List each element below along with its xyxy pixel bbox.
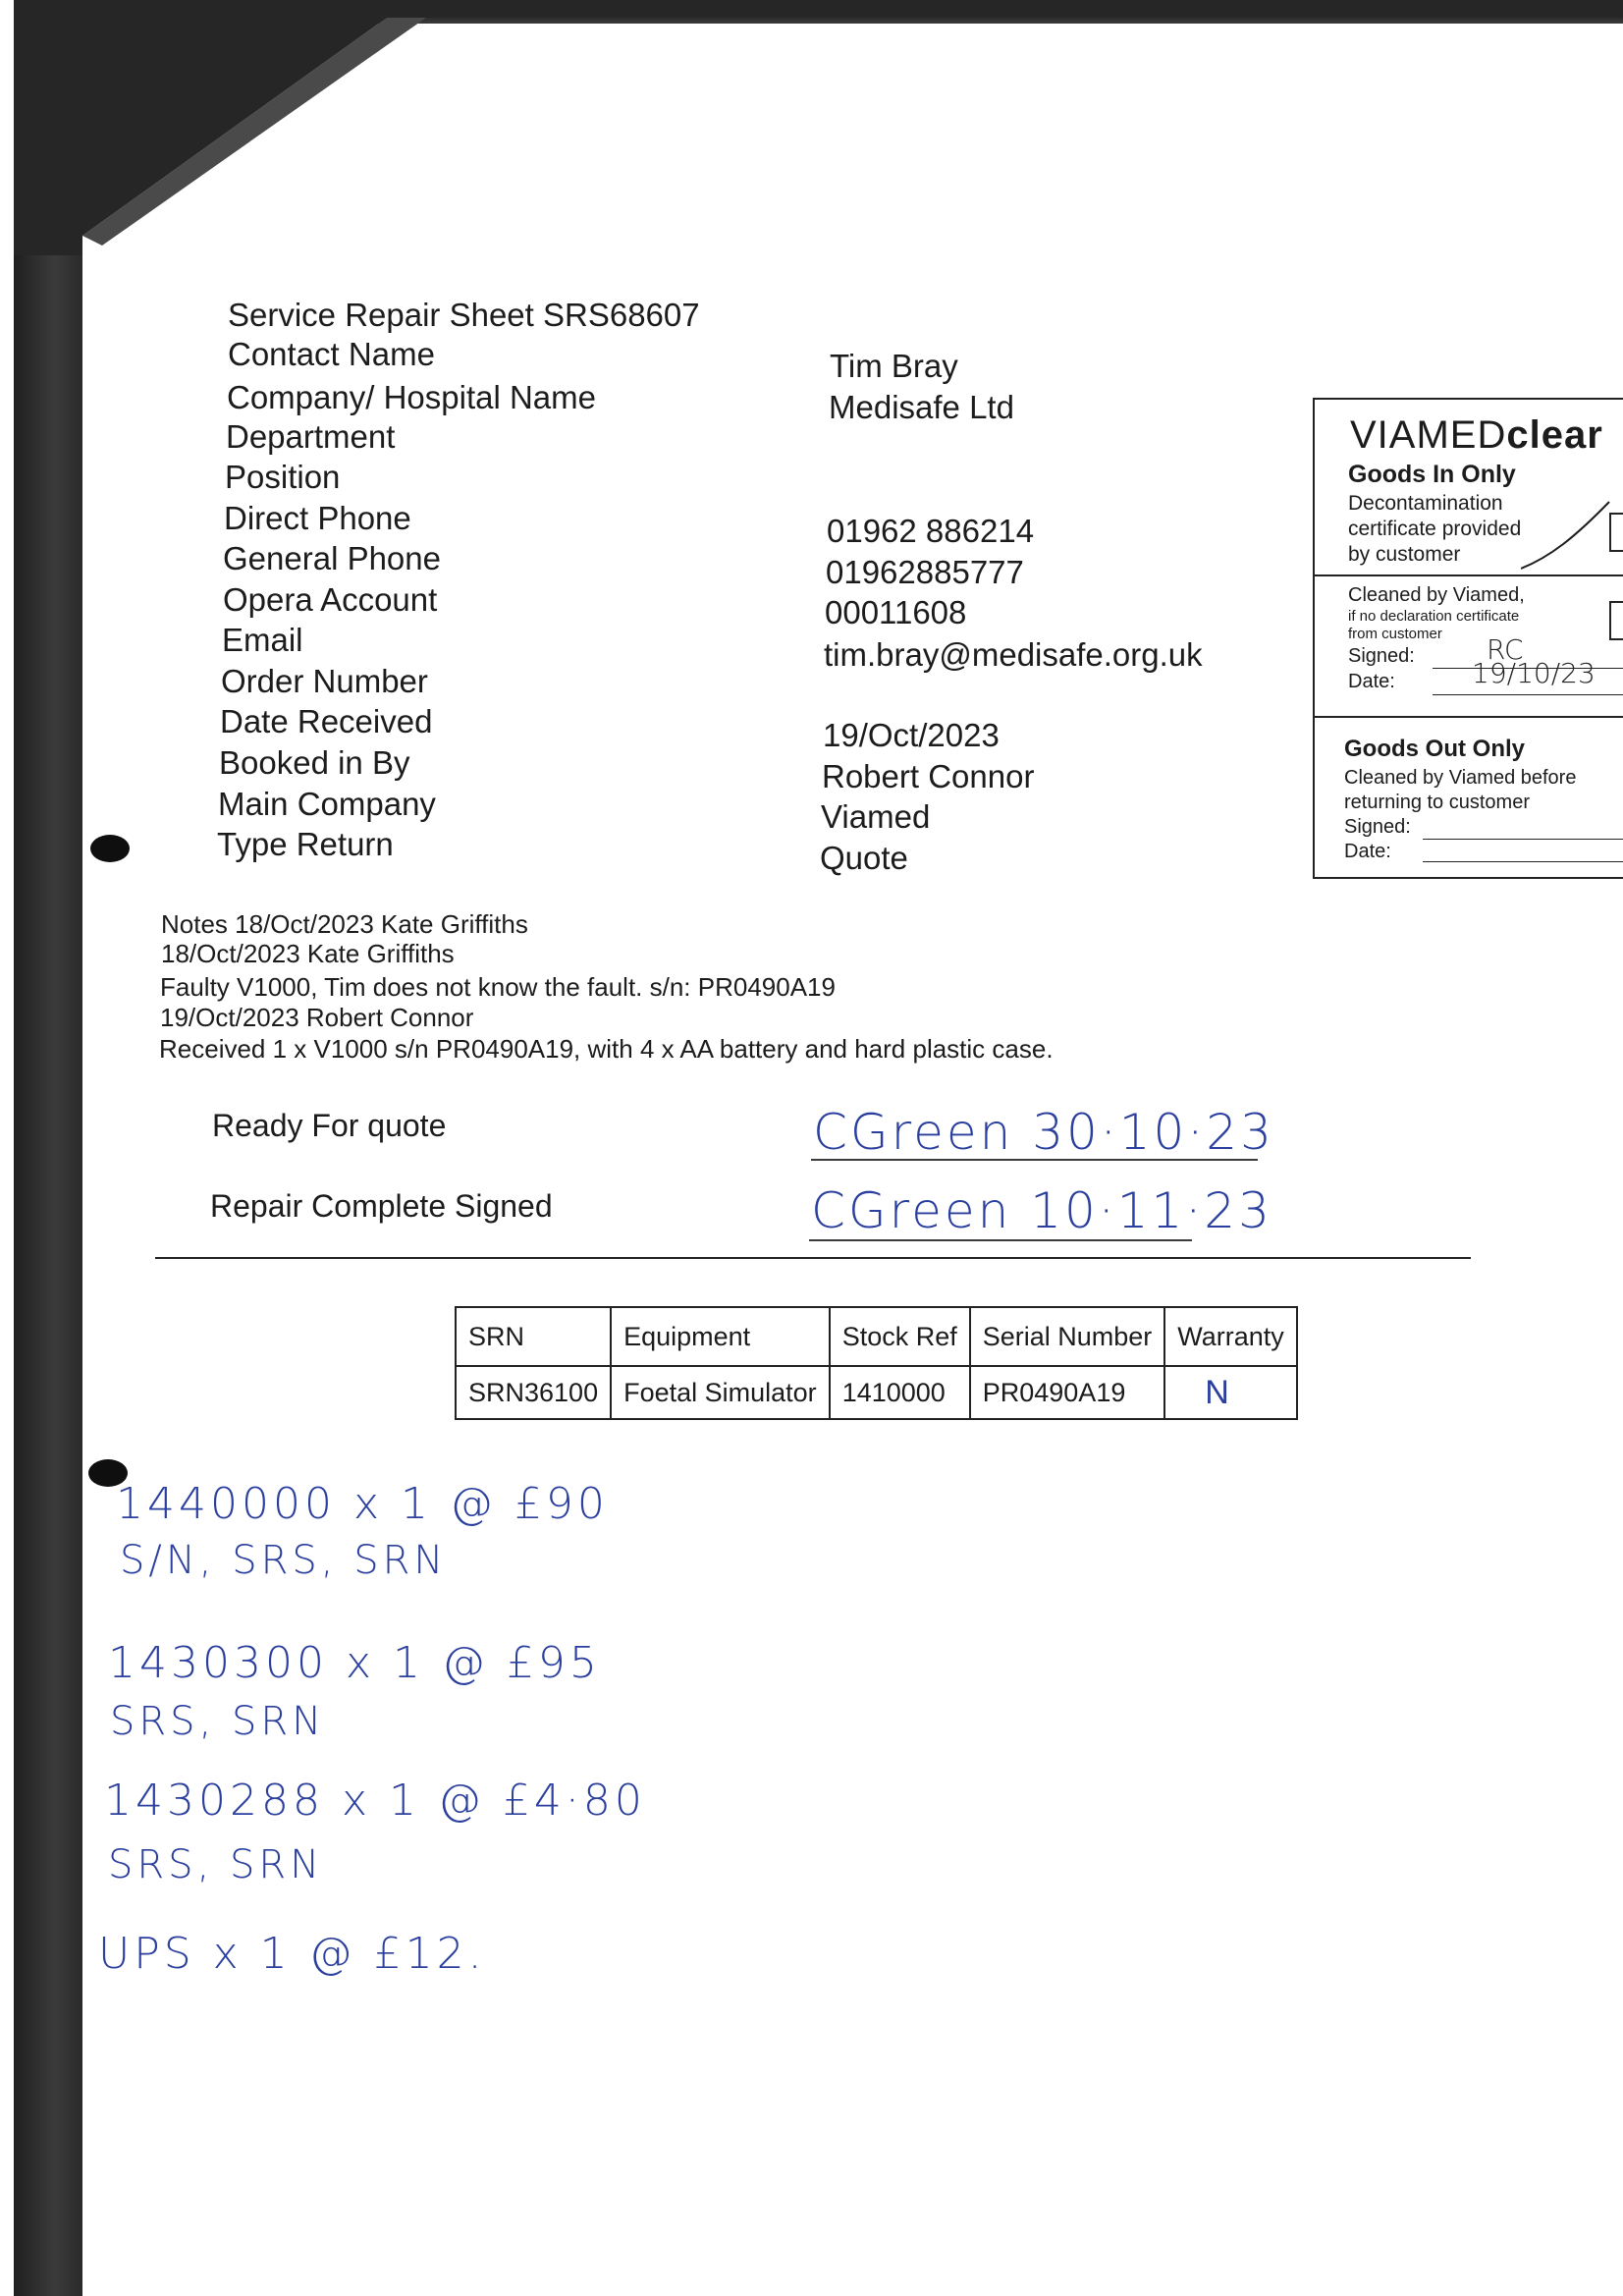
handwritten-line-4: SRS, SRN	[110, 1699, 326, 1744]
stamp-date-value: 19/10/23	[1472, 657, 1596, 689]
label-company: Company/ Hospital Name	[227, 379, 596, 415]
cell-equipment: Foetal Simulator	[611, 1366, 830, 1419]
goods-in-title: Goods In Only	[1348, 461, 1516, 488]
cell-srn: SRN36100	[456, 1366, 611, 1419]
label-opera-account: Opera Account	[223, 581, 438, 618]
goods-out-date-label: Date:	[1344, 841, 1391, 862]
ready-for-quote-rule	[811, 1159, 1258, 1161]
equipment-header-row	[456, 1307, 1297, 1366]
scan-folded-corner	[14, 0, 1623, 255]
stamp-divider-1	[1315, 574, 1623, 576]
repair-complete-label: Repair Complete Signed	[210, 1188, 553, 1224]
goods-in-line-3: by customer	[1348, 543, 1461, 566]
punch-hole-upper	[90, 835, 130, 862]
stamp-divider-2	[1315, 716, 1623, 718]
ready-for-quote-signature: CGreen 30·10·23	[813, 1104, 1274, 1161]
stamp-signed-value: RC	[1487, 633, 1524, 666]
note-line-3: Faulty V1000, Tim does not know the fault. s/n: PR0490A19	[160, 972, 836, 1002]
ready-for-quote-label: Ready For quote	[212, 1108, 447, 1143]
goods-out-date-rule	[1423, 861, 1623, 862]
goods-in-checkbox	[1609, 513, 1623, 552]
label-booked-in-by: Booked in By	[219, 744, 410, 781]
value-direct-phone: 01962 886214	[827, 513, 1035, 549]
goods-in-line-2: certificate provided	[1348, 518, 1522, 540]
label-contact-name: Contact Name	[228, 336, 435, 372]
repair-complete-rule	[809, 1239, 1192, 1241]
viamed-clear-logo: VIAMEDclear	[1350, 413, 1603, 457]
label-position: Position	[225, 459, 341, 495]
goods-out-title: Goods Out Only	[1344, 736, 1525, 762]
value-contact-name: Tim Bray	[830, 348, 958, 384]
note-line-4: 19/Oct/2023 Robert Connor	[160, 1003, 474, 1032]
scan-margin	[0, 0, 14, 2296]
label-order-number: Order Number	[221, 663, 428, 699]
label-general-phone: General Phone	[223, 540, 441, 576]
cleaned-small-1: if no declaration certificate	[1348, 608, 1520, 625]
header-stock-ref: Stock Ref	[830, 1307, 970, 1366]
sheet-title: Service Repair Sheet SRS68607	[228, 297, 700, 333]
note-line-2: 18/Oct/2023 Kate Griffiths	[161, 939, 455, 968]
label-direct-phone: Direct Phone	[224, 500, 411, 536]
stamp-date-rule	[1433, 694, 1623, 695]
goods-out-signed-rule	[1423, 839, 1623, 840]
handwritten-line-7: UPS x 1 @ £12.	[98, 1929, 486, 1979]
cleaned-checkbox	[1609, 601, 1623, 640]
label-email: Email	[222, 622, 303, 658]
repair-complete-signature: CGreen 10·11·23	[811, 1182, 1272, 1239]
value-opera-account: 00011608	[825, 594, 967, 630]
header-warranty: Warranty	[1164, 1307, 1297, 1366]
header-serial-number: Serial Number	[970, 1307, 1165, 1366]
value-general-phone: 01962885777	[826, 554, 1024, 590]
goods-out-signed-label: Signed:	[1344, 816, 1411, 838]
handwritten-line-1: 1440000 x 1 @ £90	[116, 1479, 609, 1529]
section-divider	[155, 1257, 1471, 1259]
label-type-return: Type Return	[217, 826, 394, 862]
handwritten-line-6: SRS, SRN	[108, 1842, 324, 1887]
cleaned-small-2: from customer	[1348, 626, 1442, 642]
cell-warranty: N	[1164, 1366, 1297, 1419]
header-srn: SRN	[456, 1307, 611, 1366]
note-line-5: Received 1 x V1000 s/n PR0490A19, with 4 x AA battery and hard plastic case.	[159, 1034, 1054, 1064]
value-email: tim.bray@medisafe.org.uk	[824, 636, 1203, 673]
goods-in-line-1: Decontamination	[1348, 492, 1503, 515]
stamp-signed-label: Signed:	[1348, 645, 1415, 667]
note-line-1: Notes 18/Oct/2023 Kate Griffiths	[161, 909, 528, 939]
table-row	[456, 1366, 1297, 1419]
value-main-company: Viamed	[821, 798, 931, 835]
label-main-company: Main Company	[218, 786, 436, 822]
cell-stock-ref: 1410000	[830, 1366, 970, 1419]
handwritten-line-2: S/N, SRS, SRN	[120, 1538, 448, 1583]
cleaned-title: Cleaned by Viamed,	[1348, 584, 1525, 606]
value-date-received: 19/Oct/2023	[823, 717, 1000, 753]
header-equipment: Equipment	[611, 1307, 830, 1366]
label-date-received: Date Received	[220, 703, 433, 739]
value-type-return: Quote	[820, 840, 908, 876]
goods-out-line-2: returning to customer	[1344, 792, 1530, 813]
viamed-clear-stamp	[1313, 398, 1623, 879]
goods-in-check-mark	[1521, 498, 1619, 576]
equipment-table	[455, 1306, 1298, 1420]
cell-serial-number: PR0490A19	[970, 1366, 1165, 1419]
value-booked-in-by: Robert Connor	[822, 758, 1035, 794]
stamp-date-label: Date:	[1348, 671, 1395, 692]
handwritten-line-3: 1430300 x 1 @ £95	[108, 1638, 601, 1688]
handwritten-line-5: 1430288 x 1 @ £4·80	[104, 1776, 646, 1826]
scan-shadow-left	[14, 0, 82, 2296]
goods-out-line-1: Cleaned by Viamed before	[1344, 767, 1577, 789]
label-department: Department	[226, 418, 396, 455]
value-company: Medisafe Ltd	[829, 389, 1014, 425]
